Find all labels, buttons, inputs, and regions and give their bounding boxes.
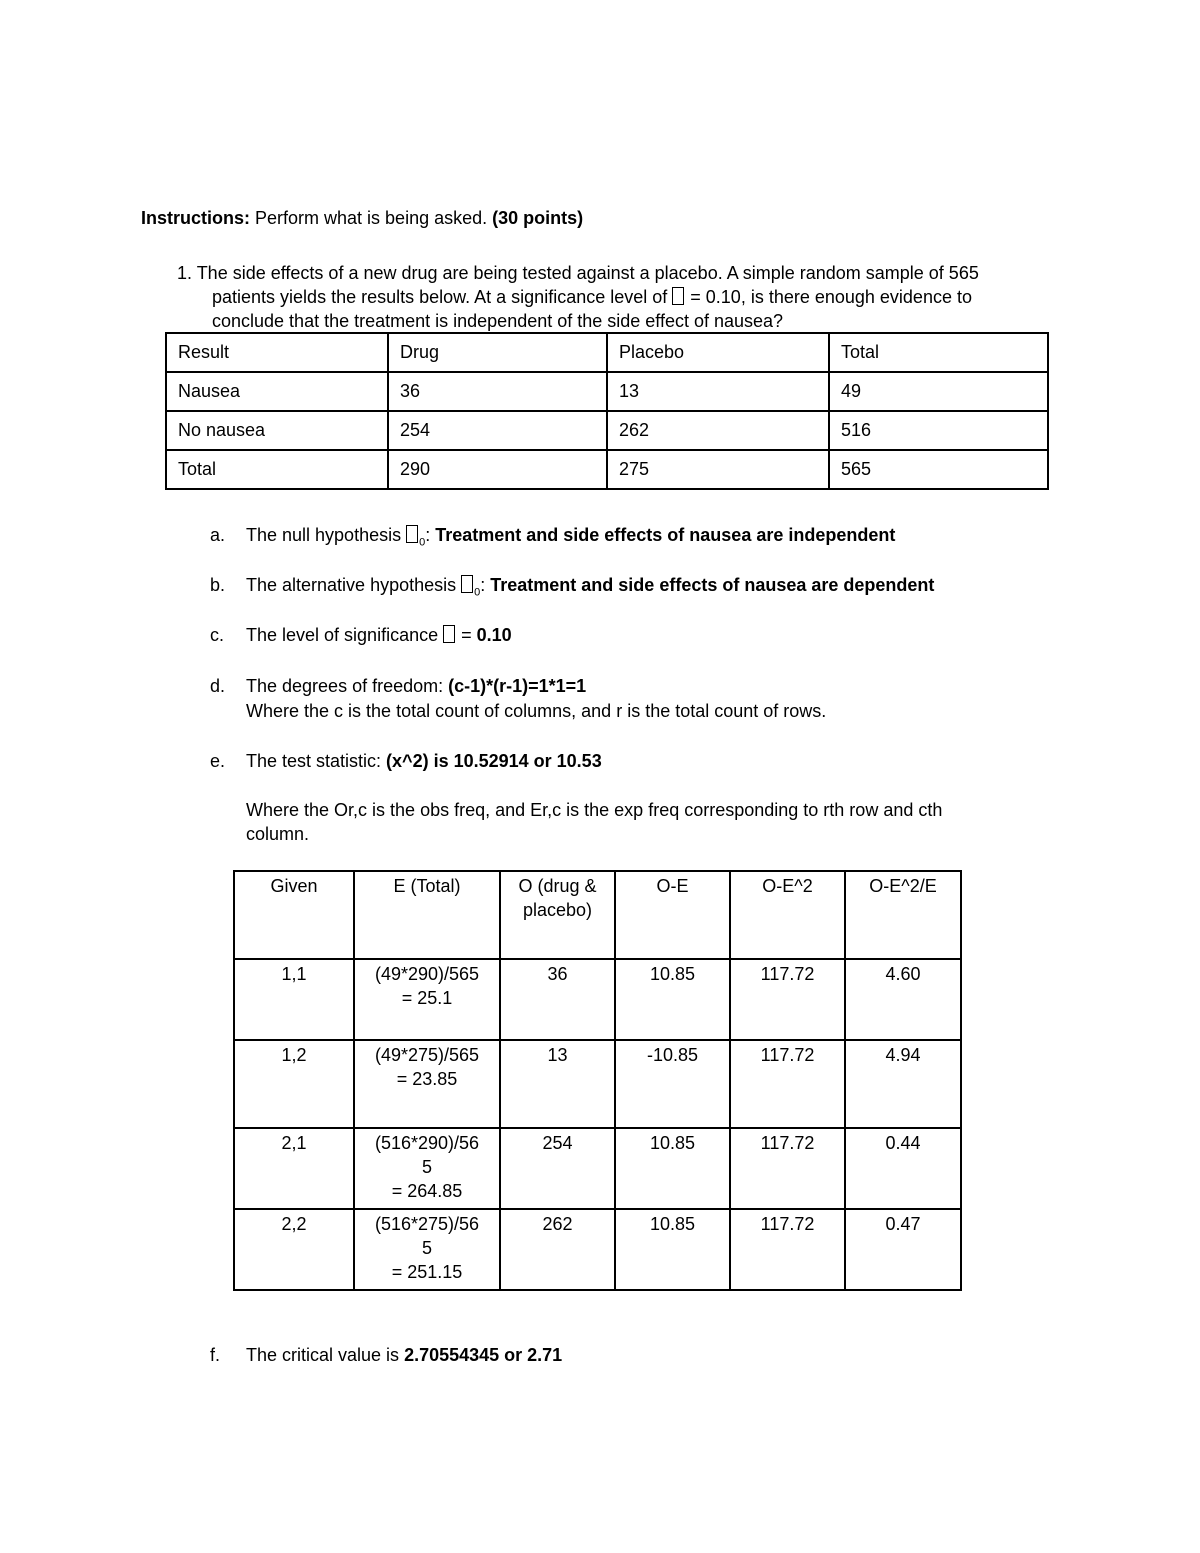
- contingency-table: [165, 332, 1049, 490]
- expected-formula: (49*275)/565: [374, 1045, 480, 1065]
- item-b-label: The alternative hypothesis: [246, 575, 462, 595]
- table-cell: 117.72: [730, 959, 845, 1040]
- table-cell: Total: [166, 450, 388, 489]
- expected-formula: (516*275)/56: [374, 1214, 480, 1234]
- table-cell: 262: [500, 1209, 615, 1290]
- table-cell: 0.44: [845, 1128, 961, 1209]
- item-c-letter: c.: [210, 625, 225, 645]
- table-row: [234, 1209, 961, 1290]
- table-cell: 254: [388, 411, 607, 450]
- table-cell: 1,2: [234, 1040, 354, 1128]
- table-row: [234, 1040, 961, 1128]
- table-header-row: [166, 333, 1048, 372]
- expected-formula: (516*290)/56: [374, 1133, 480, 1153]
- expected-value: = 23.85: [396, 1069, 458, 1089]
- table-cell: 49: [829, 372, 1048, 411]
- question-line-3: conclude that the treatment is independent of the side effect of nausea?: [212, 311, 784, 331]
- question-line-2: [212, 285, 972, 309]
- table-cell: 4.60: [845, 959, 961, 1040]
- table-cell: 117.72: [730, 1209, 845, 1290]
- item-a-letter: a.: [210, 525, 226, 545]
- item-e-text: [246, 749, 602, 774]
- item-b-colon: :: [480, 575, 491, 595]
- h-symbol-placeholder-icon: [406, 525, 418, 543]
- table-header-cell: O-E: [615, 871, 730, 959]
- item-a-colon: :: [425, 525, 436, 545]
- table-cell: 565: [829, 450, 1048, 489]
- item-e-answer: (x^2) is 10.52914 or 10.53: [386, 751, 602, 771]
- item-b-text: [246, 573, 934, 606]
- table-row: [234, 959, 961, 1040]
- table-header-cell: Total: [829, 333, 1048, 372]
- h-symbol-placeholder-icon: [461, 575, 473, 593]
- item-d-answer: (c-1)*(r-1)=1*1=1: [448, 676, 587, 696]
- expected-formula-wrap: 5: [421, 1238, 432, 1258]
- question-line-1: 1. The side effects of a new drug are being tested against a placebo. A simple random sample of 565: [177, 263, 979, 283]
- table-cell: 290: [388, 450, 607, 489]
- item-f-label: The critical value is: [246, 1345, 405, 1365]
- alpha-symbol-placeholder-icon: [443, 625, 455, 643]
- table-row: [166, 372, 1048, 411]
- item-d-label: The degrees of freedom:: [246, 676, 449, 696]
- question-line-2a: patients yields the results below. At a significance level of: [212, 287, 673, 307]
- table-cell: 36: [500, 959, 615, 1040]
- item-e-letter: e.: [210, 751, 226, 771]
- chi-square-table: [233, 870, 962, 1291]
- item-c-text: [246, 623, 512, 648]
- table-cell: 117.72: [730, 1040, 845, 1128]
- table-cell: 262: [607, 411, 829, 450]
- table-cell: 10.85: [615, 1209, 730, 1290]
- item-f-text: [246, 1343, 562, 1368]
- table-header-cell: O (drug & placebo): [500, 871, 615, 959]
- item-c-label: The level of significance: [246, 625, 444, 645]
- table-row: [166, 450, 1048, 489]
- table-cell: Nausea: [166, 372, 388, 411]
- table-cell: 10.85: [615, 1128, 730, 1209]
- table-cell: 13: [500, 1040, 615, 1128]
- item-e-note-2: column.: [246, 824, 310, 844]
- table-header-cell: Placebo: [607, 333, 829, 372]
- table-cell: 275: [607, 450, 829, 489]
- item-a-label: The null hypothesis: [246, 525, 407, 545]
- table-cell: 4.94: [845, 1040, 961, 1128]
- item-c-equals: =: [456, 625, 477, 645]
- item-c-answer: 0.10: [476, 625, 512, 645]
- table-row: [234, 1128, 961, 1209]
- item-b-subscript: 0: [474, 586, 481, 599]
- expected-value: = 251.15: [391, 1262, 463, 1282]
- table-cell: 10.85: [615, 959, 730, 1040]
- item-e-note-1: Where the Or,c is the obs freq, and Er,c is the exp freq corresponding to rth row and cth: [246, 800, 943, 820]
- table-cell: [354, 1128, 500, 1209]
- question-line-2b: = 0.10, is there enough evidence to: [685, 287, 972, 307]
- item-a-subscript: 0: [419, 536, 426, 549]
- expected-formula: (49*290)/565: [374, 964, 480, 984]
- table-cell: 13: [607, 372, 829, 411]
- item-f-letter: f.: [210, 1345, 221, 1365]
- expected-formula-wrap: 5: [421, 1157, 432, 1177]
- item-a-text: [246, 523, 895, 556]
- table-header-cell: Drug: [388, 333, 607, 372]
- item-b-letter: b.: [210, 575, 226, 595]
- table-cell: 2,2: [234, 1209, 354, 1290]
- table-header-cell: Result: [166, 333, 388, 372]
- table-cell: 1,1: [234, 959, 354, 1040]
- item-a-answer: Treatment and side effects of nausea are independent: [435, 525, 896, 545]
- table-cell: 516: [829, 411, 1048, 450]
- expected-value: = 25.1: [401, 988, 453, 1008]
- instructions-line: [141, 206, 583, 230]
- table-cell: No nausea: [166, 411, 388, 450]
- table-header-cell: O-E^2: [730, 871, 845, 959]
- table-row: [166, 411, 1048, 450]
- instructions-text: Perform what is being asked.: [250, 208, 493, 228]
- instructions-points: (30 points): [492, 208, 584, 228]
- instructions-label: Instructions:: [141, 208, 251, 228]
- table-cell: 36: [388, 372, 607, 411]
- item-e-label: The test statistic:: [246, 751, 387, 771]
- alpha-symbol-placeholder-icon: [672, 287, 684, 305]
- table-cell: 117.72: [730, 1128, 845, 1209]
- table-header-cell: E (Total): [354, 871, 500, 959]
- table-cell: -10.85: [615, 1040, 730, 1128]
- table-cell: [354, 1040, 500, 1128]
- item-d-letter: d.: [210, 676, 226, 696]
- table-cell: 254: [500, 1128, 615, 1209]
- table-cell: [354, 959, 500, 1040]
- item-f-answer: 2.70554345 or 2.71: [404, 1345, 563, 1365]
- item-d-note: Where the c is the total count of columns, and r is the total count of rows.: [246, 701, 827, 721]
- table-header-cell: Given: [234, 871, 354, 959]
- table-header-row: [234, 871, 961, 959]
- table-cell: [354, 1209, 500, 1290]
- table-header-cell: O-E^2/E: [845, 871, 961, 959]
- item-b-answer: Treatment and side effects of nausea are dependent: [490, 575, 935, 595]
- table-cell: 0.47: [845, 1209, 961, 1290]
- table-cell: 2,1: [234, 1128, 354, 1209]
- item-d-text: [246, 674, 586, 699]
- expected-value: = 264.85: [391, 1181, 463, 1201]
